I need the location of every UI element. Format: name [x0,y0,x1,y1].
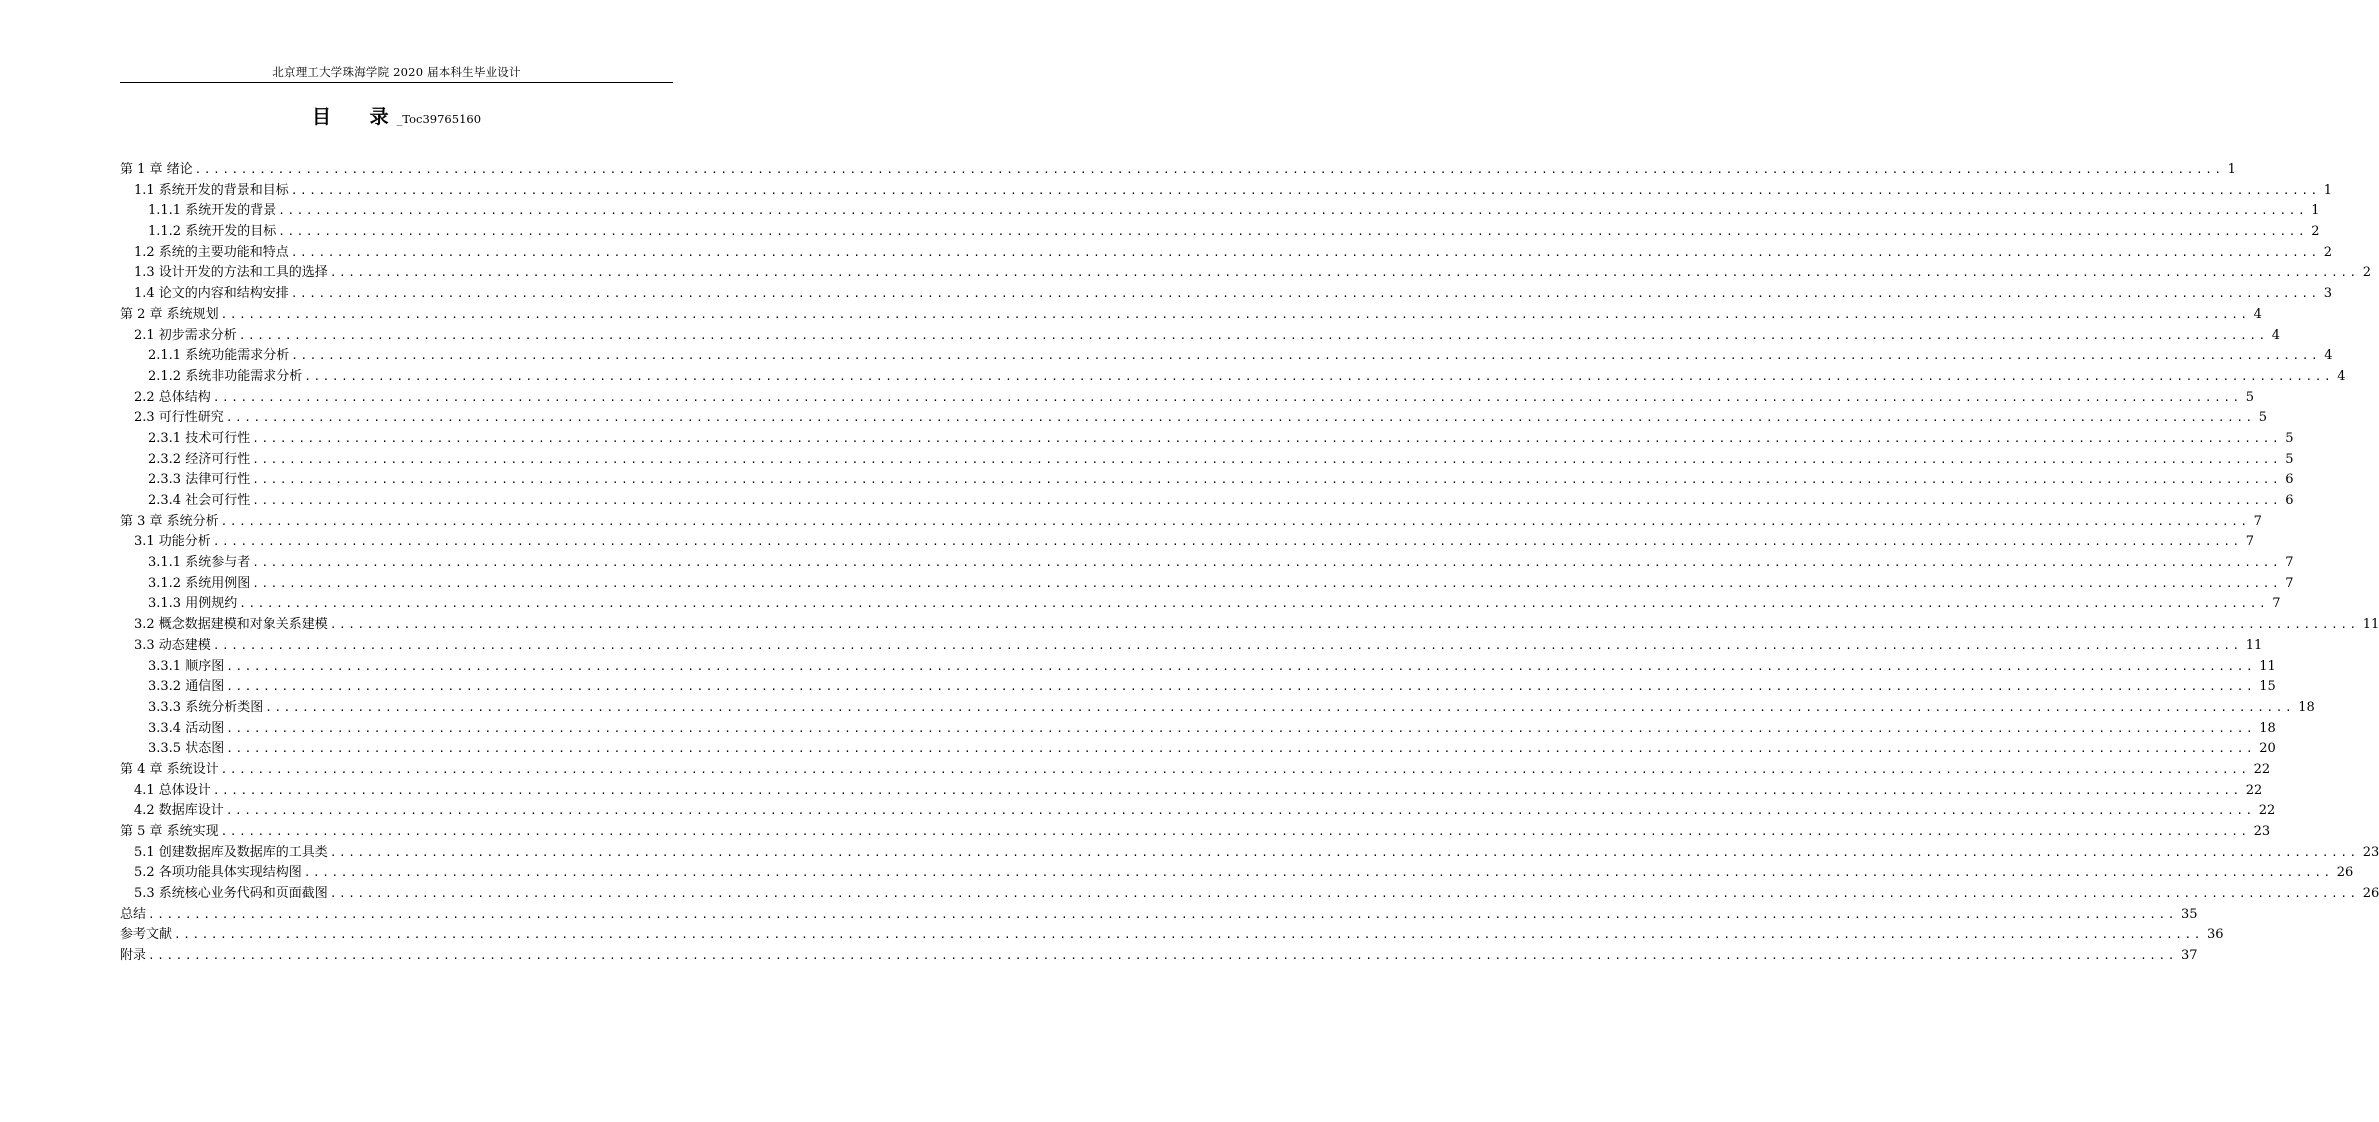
table-of-contents [120,160,2379,967]
toc-leader-dots: ............................................................................................................................................................................................................................ [220,514,2250,528]
toc-leader-dots: ............................................................................................................................................................................................................................ [212,390,2242,404]
toc-entry[interactable] [120,243,2333,264]
toc-leader-dots: ............................................................................................................................................................................................................................ [252,494,2282,507]
toc-entry-label: 第 4 章 系统设计 [120,761,219,777]
toc-leader-dots: ............................................................................................................................................................................................................................ [225,411,2255,425]
toc-entry[interactable] [120,222,2320,243]
toc-leader-dots: ............................................................................................................................................................................................................................ [226,721,2256,735]
toc-leader-dots: ............................................................................................................................................................................................................................ [252,576,2282,590]
toc-entry-page: 1 [2227,162,2236,177]
toc-entry[interactable] [120,636,2263,657]
toc-entry-label: 1.3 设计开发的方法和工具的选择 [134,265,328,281]
toc-leader-dots: ............................................................................................................................................................................................................................ [212,783,2242,797]
toc-entry[interactable] [120,905,2198,926]
toc-entry-page: 2 [2323,244,2333,260]
toc-entry[interactable] [120,367,2346,388]
toc-entry[interactable] [120,160,2236,181]
toc-entry[interactable] [120,657,2276,678]
toc-entry-label: 2.3.3 法律可行性 [148,472,251,488]
toc-entry-label: 第 5 章 系统实现 [120,824,219,839]
toc-entry-label: 3.1.3 用例规约 [148,596,238,612]
toc-entry-page: 18 [2259,720,2276,736]
toc-entry-label: 2.1.2 系统非功能需求分析 [148,368,303,384]
toc-leader-dots: ............................................................................................................................................................................................................................ [290,245,2320,259]
toc-leader-dots: ............................................................................................................................................................................................................................ [252,556,2282,570]
toc-entry-label: 2.3 可行性研究 [134,410,224,426]
toc-entry-label: 3.1.1 系统参与者 [148,555,251,571]
toc-title-anchor: _Toc39765160 [396,112,482,126]
toc-leader-dots: ............................................................................................................................................................................................................................ [278,225,2308,239]
toc-entry-page: 4 [2253,306,2262,322]
toc-entry-page: 5 [2285,451,2294,467]
toc-entry[interactable] [120,822,2271,843]
toc-entry-label: 参考文献 [120,927,173,943]
toc-entry[interactable] [120,491,2294,512]
toc-entry-label: 第 2 章 系统规划 [120,306,219,322]
toc-leader-dots: ............................................................................................................................................................................................................................ [304,369,2334,383]
toc-entry[interactable] [120,719,2276,740]
toc-leader-dots: ............................................................................................................................................................................................................................ [239,597,2269,611]
toc-leader-dots: ............................................................................................................................................................................................................................ [148,949,2177,963]
toc-entry[interactable] [120,201,2320,222]
toc-entry[interactable] [120,388,2255,409]
toc-entry-page: 22 [2253,761,2271,777]
toc-entry-page: 35 [2180,906,2198,922]
toc-entry-label: 3.3.4 活动图 [148,720,225,736]
toc-entry-page: 1 [2323,182,2333,198]
toc-entry[interactable] [120,450,2294,471]
toc-entry[interactable] [120,284,2333,305]
toc-leader-dots: ............................................................................................................................................................................................................................ [252,473,2282,487]
toc-leader-dots: ............................................................................................................................................................................................................................ [212,638,2242,652]
toc-entry[interactable] [120,698,2315,719]
toc-entry-label: 5.1 创建数据库及数据库的工具类 [134,844,328,860]
toc-leader-dots: ............................................................................................................................................................................................................................ [290,183,2320,197]
toc-entry-label: 1.1.1 系统开发的背景 [148,203,277,219]
toc-entry-label: 总结 [120,906,147,922]
toc-entry-label: 2.3.4 社会可行性 [148,493,251,508]
toc-title [0,103,793,133]
toc-leader-dots: ............................................................................................................................................................................................................................ [329,266,2359,280]
toc-entry-page: 4 [2271,327,2281,343]
toc-entry-page: 23 [2253,824,2271,839]
toc-entry-label: 第 1 章 绪论 [120,162,193,177]
toc-entry-page: 3 [2323,286,2333,302]
toc-leader-dots: ............................................................................................................................................................................................................................ [220,307,2250,321]
toc-entry-label: 4.2 数据库设计 [134,803,224,819]
toc-entry-label: 2.3.2 经济可行性 [148,451,251,467]
toc-entry-page: 1 [2311,203,2320,219]
toc-leader-dots: ............................................................................................................................................................................................................................ [252,431,2282,445]
toc-leader-dots: ............................................................................................................................................................................................................................ [225,804,2255,818]
toc-entry[interactable] [120,574,2294,595]
toc-entry[interactable] [120,532,2255,553]
toc-entry-page: 5 [2245,389,2255,405]
toc-leader-dots: ............................................................................................................................................................................................................................ [226,659,2256,673]
toc-entry[interactable] [120,884,2379,905]
toc-title-text: 目 录 [311,106,405,128]
toc-entry-page: 6 [2285,472,2294,488]
toc-entry[interactable] [120,677,2276,698]
toc-entry[interactable] [120,512,2262,533]
toc-entry-label: 第 3 章 系统分析 [120,513,219,529]
toc-entry-label: 3.3.5 状态图 [148,741,225,757]
toc-entry-label: 3.3.3 系统分析类图 [148,699,264,715]
toc-entry-label: 3.1 功能分析 [134,534,211,550]
toc-entry-page: 15 [2259,679,2276,695]
toc-entry-page: 2 [2362,265,2372,281]
toc-entry[interactable] [120,946,2198,967]
toc-entry-label: 1.2 系统的主要功能和特点 [134,244,289,260]
toc-entry-page: 11 [2362,617,2379,633]
toc-leader-dots: ............................................................................................................................................................................................................................ [148,907,2177,921]
toc-leader-dots: ............................................................................................................................................................................................................................ [303,866,2333,880]
toc-leader-dots: ............................................................................................................................................................................................................................ [278,204,2308,218]
toc-entry-label: 2.2 总体结构 [134,389,211,405]
toc-entry-label: 1.4 论文的内容和结构安排 [134,286,289,302]
toc-leader-dots: ............................................................................................................................................................................................................................ [290,287,2320,301]
toc-entry[interactable] [120,470,2294,491]
toc-entry-label: 2.1.1 系统功能需求分析 [148,348,290,364]
toc-leader-dots: ............................................................................................................................................................................................................................ [174,928,2203,942]
toc-leader-dots: ............................................................................................................................................................................................................................ [329,845,2359,859]
toc-entry-label: 附录 [120,948,147,964]
toc-leader-dots: ............................................................................................................................................................................................................................ [329,618,2359,632]
page-header [120,63,673,83]
toc-leader-dots: ............................................................................................................................................................................................................................ [252,452,2282,466]
toc-leader-dots: ............................................................................................................................................................................................................................ [220,762,2250,776]
toc-leader-dots: ............................................................................................................................................................................................................................ [212,535,2242,549]
toc-entry-label: 3.3 动态建模 [134,637,211,653]
toc-entry[interactable] [120,594,2281,615]
toc-entry[interactable] [120,863,2354,884]
toc-entry[interactable] [120,181,2333,202]
toc-entry-page: 5 [2258,410,2268,426]
toc-entry[interactable] [120,326,2281,347]
toc-entry[interactable] [120,739,2276,760]
toc-entry-label: 5.2 各项功能具体实现结构图 [134,865,302,881]
toc-entry-page: 20 [2259,741,2276,757]
toc-entry-page: 22 [2258,803,2276,819]
toc-entry[interactable] [120,429,2294,450]
toc-entry-page: 26 [2362,886,2379,902]
toc-entry[interactable] [120,408,2268,429]
toc-entry[interactable] [120,925,2224,946]
toc-entry-page: 4 [2337,368,2346,384]
toc-entry[interactable] [120,346,2333,367]
toc-entry-label: 1.1 系统开发的背景和目标 [134,182,289,198]
toc-entry-page: 36 [2206,927,2224,943]
toc-entry-label: 2.1 初步需求分析 [134,327,237,343]
toc-entry-page: 22 [2245,782,2263,798]
toc-entry-page: 7 [2285,575,2294,591]
toc-entry-page: 26 [2336,865,2354,881]
toc-entry-label: 3.1.2 系统用例图 [148,575,251,591]
toc-entry-page: 11 [2245,637,2263,653]
toc-leader-dots: ............................................................................................................................................................................................................................ [265,700,2295,714]
toc-entry-page: 2 [2311,224,2320,240]
toc-entry[interactable] [120,781,2263,802]
toc-leader-dots: ............................................................................................................................................................................................................................ [291,349,2321,363]
toc-entry-page: 7 [2285,555,2294,571]
toc-entry-label: 4.1 总体设计 [134,782,211,798]
toc-entry-label: 1.1.2 系统开发的目标 [148,224,277,240]
toc-entry-page: 11 [2259,658,2276,674]
toc-entry-page: 23 [2362,844,2379,860]
toc-entry[interactable] [120,760,2271,781]
toc-leader-dots: ............................................................................................................................................................................................................................ [220,825,2250,838]
toc-entry-label: 5.3 系统核心业务代码和页面截图 [134,886,328,902]
toc-entry-label: 3.2 概念数据建模和对象关系建模 [134,617,328,633]
toc-entry-page: 7 [2253,513,2262,529]
toc-entry-page: 37 [2180,948,2198,964]
toc-entry[interactable] [120,843,2379,864]
toc-entry[interactable] [120,305,2262,326]
toc-entry-page: 7 [2245,534,2255,550]
toc-leader-dots: ............................................................................................................................................................................................................................ [329,887,2359,901]
page-header-text: 北京理工大学珠海学院 2020 届本科生毕业设计 [272,65,521,79]
toc-entry[interactable] [120,801,2276,822]
toc-leader-dots: ............................................................................................................................................................................................................................ [194,163,2224,176]
toc-leader-dots: ............................................................................................................................................................................................................................ [238,328,2268,342]
toc-leader-dots: ............................................................................................................................................................................................................................ [226,742,2256,756]
toc-entry-page: 5 [2285,430,2294,446]
toc-entry-page: 6 [2285,493,2294,508]
toc-entry-page: 7 [2272,596,2281,612]
toc-entry-label: 3.3.2 通信图 [148,679,225,695]
toc-entry-label: 2.3.1 技术可行性 [148,430,251,446]
toc-entry[interactable] [120,263,2372,284]
toc-leader-dots: ............................................................................................................................................................................................................................ [226,680,2256,694]
toc-entry-page: 18 [2298,699,2315,715]
toc-entry-page: 4 [2324,348,2333,364]
toc-entry[interactable] [120,553,2294,574]
toc-entry-label: 3.3.1 顺序图 [148,658,225,674]
toc-entry[interactable] [120,615,2379,636]
